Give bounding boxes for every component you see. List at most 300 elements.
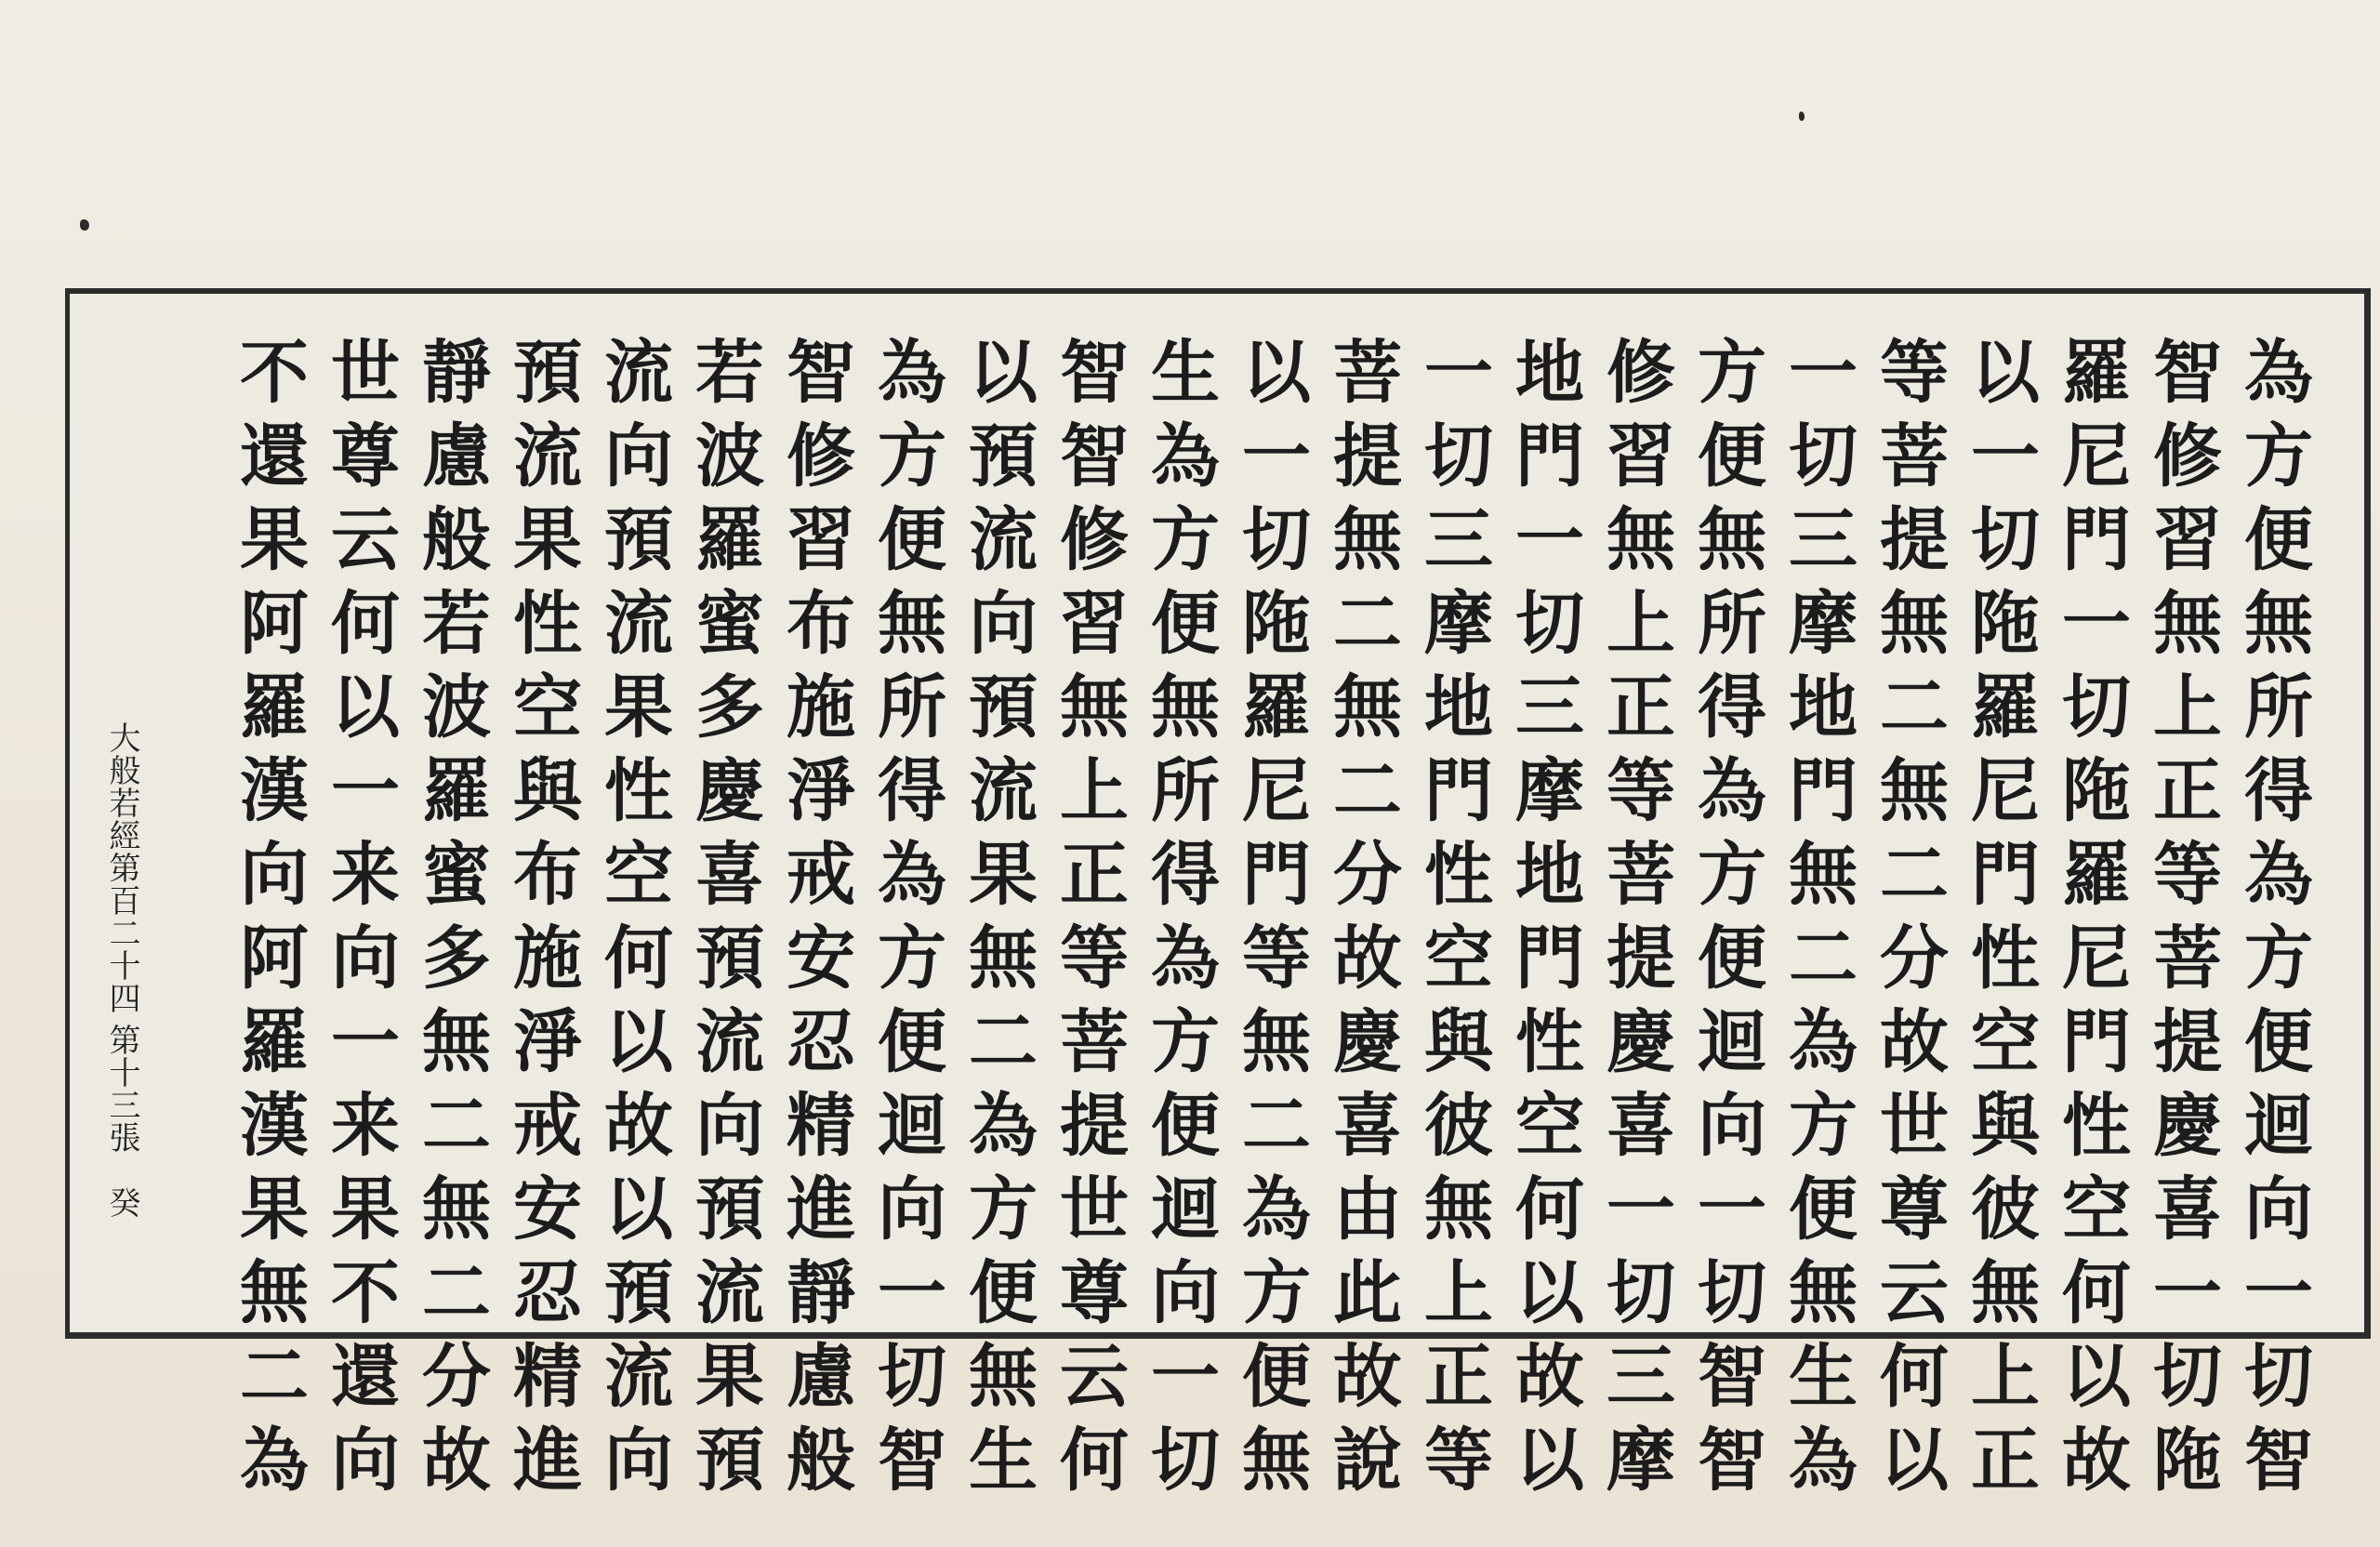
text-char: 便 [878, 1002, 946, 1082]
text-column [779, 331, 863, 1502]
text-char: 流 [695, 1002, 764, 1082]
text-char: 二 [1242, 1086, 1311, 1166]
text-char: 忍 [787, 1002, 855, 1082]
text-char: 二 [240, 1337, 309, 1417]
text-char: 得 [1698, 668, 1766, 747]
text-char: 布 [513, 835, 582, 915]
text-char: 三 [1606, 1337, 1675, 1417]
text-char: 流 [604, 584, 673, 664]
text-char: 正 [2153, 751, 2222, 831]
text-char: 無 [878, 584, 946, 664]
text-char: 陁 [1971, 584, 2040, 664]
text-char: 陁 [1242, 584, 1311, 664]
text-char: 以 [604, 1170, 673, 1250]
text-char: 流 [969, 751, 1038, 831]
text-char: 方 [1698, 333, 1766, 413]
text-char: 来 [331, 1086, 400, 1166]
text-char: 淨 [513, 1002, 582, 1082]
text-char: 空 [1424, 919, 1493, 998]
text-char: 便 [1151, 1086, 1220, 1166]
text-char: 云 [1060, 1337, 1129, 1417]
text-char: 施 [787, 668, 855, 747]
text-char: 流 [969, 500, 1038, 580]
text-char: 為 [1242, 1170, 1311, 1250]
text-char: 以 [969, 333, 1038, 413]
text-column [506, 331, 589, 1502]
text-char: 預 [604, 500, 673, 580]
text-char: 生 [1789, 1337, 1858, 1417]
text-char: 分 [1333, 835, 1402, 915]
text-char: 向 [695, 1086, 764, 1166]
text-char: 尼 [1242, 751, 1311, 831]
text-char: 無 [2153, 584, 2222, 664]
text-char: 迴 [878, 1086, 946, 1166]
text-char: 般 [787, 1421, 855, 1501]
text-char: 為 [1698, 751, 1766, 831]
text-char: 慶 [695, 751, 764, 831]
text-char: 流 [604, 333, 673, 413]
text-char: 彼 [1971, 1170, 2040, 1250]
text-char: 一 [2153, 1253, 2222, 1333]
text-char: 以 [1242, 333, 1311, 413]
text-char: 上 [1971, 1337, 2040, 1417]
text-char: 以 [1880, 1421, 1949, 1501]
text-column [1690, 331, 1774, 1502]
text-char: 方 [969, 1170, 1038, 1250]
text-char: 智 [2153, 333, 2222, 413]
text-char: 慶 [1606, 1002, 1675, 1082]
text-char: 由 [1333, 1170, 1402, 1250]
text-char: 正 [1424, 1337, 1493, 1417]
text-char: 便 [1698, 919, 1766, 998]
text-char: 一 [331, 751, 400, 831]
text-char: 慮 [787, 1337, 855, 1417]
text-char: 喜 [1333, 1086, 1402, 1166]
text-char: 来 [331, 835, 400, 915]
text-char: 習 [1060, 584, 1129, 664]
text-char: 生 [1151, 333, 1220, 413]
text-char: 門 [2062, 500, 2131, 580]
text-char: 無 [1880, 584, 1949, 664]
text-char: 迴 [1698, 1002, 1766, 1082]
text-char: 二 [422, 1086, 491, 1166]
text-char: 慮 [422, 416, 491, 496]
text-char: 忍 [513, 1253, 582, 1333]
text-char: 便 [1789, 1170, 1858, 1250]
text-char: 門 [1424, 751, 1493, 831]
text-char: 波 [422, 668, 491, 747]
text-char: 一 [331, 1002, 400, 1082]
text-char: 方 [2244, 919, 2313, 998]
text-char: 尊 [1060, 1253, 1129, 1333]
text-char: 以 [331, 668, 400, 747]
text-char: 切 [1971, 500, 2040, 580]
text-char: 一 [1151, 1337, 1220, 1417]
text-char: 智 [1698, 1337, 1766, 1417]
text-char: 預 [695, 1421, 764, 1501]
text-char: 為 [969, 1086, 1038, 1166]
text-char: 世 [331, 333, 400, 413]
text-column [2055, 331, 2138, 1502]
text-char: 不 [240, 333, 309, 413]
text-char: 何 [604, 919, 673, 998]
text-char: 得 [2244, 751, 2313, 831]
text-char: 切 [1515, 584, 1584, 664]
text-char: 一 [2062, 584, 2131, 664]
text-char: 戒 [787, 835, 855, 915]
text-char: 上 [1424, 1253, 1493, 1333]
text-column [1417, 331, 1501, 1502]
text-char: 為 [240, 1421, 309, 1501]
text-char: 安 [787, 919, 855, 998]
text-char: 等 [1060, 919, 1129, 998]
text-char: 方 [1789, 1086, 1858, 1166]
text-char: 進 [787, 1170, 855, 1250]
text-char: 無 [1333, 500, 1402, 580]
text-char: 預 [513, 333, 582, 413]
text-char: 果 [331, 1170, 400, 1250]
text-char: 切 [2062, 668, 2131, 747]
text-char: 以 [2062, 1337, 2131, 1417]
text-char: 不 [331, 1253, 400, 1333]
text-char: 得 [1151, 835, 1220, 915]
text-char: 為 [1789, 1421, 1858, 1501]
text-char: 方 [878, 416, 946, 496]
text-char: 何 [331, 584, 400, 664]
text-char: 切 [2153, 1337, 2222, 1417]
text-column [1235, 331, 1318, 1502]
text-char: 門 [2062, 1002, 2131, 1082]
text-char: 切 [2244, 1337, 2313, 1417]
text-char: 慶 [2153, 1086, 2222, 1166]
text-char: 等 [2153, 835, 2222, 915]
text-char: 尼 [2062, 919, 2131, 998]
text-char: 以 [604, 1002, 673, 1082]
text-char: 與 [1424, 1002, 1493, 1082]
text-char: 迴 [1151, 1170, 1220, 1250]
text-char: 無 [422, 1002, 491, 1082]
text-char: 波 [695, 416, 764, 496]
text-char: 世 [1060, 1170, 1129, 1250]
text-char: 施 [513, 919, 582, 998]
text-char: 切 [1151, 1421, 1220, 1501]
text-char: 向 [1698, 1086, 1766, 1166]
text-char: 精 [787, 1086, 855, 1166]
text-char: 為 [1151, 416, 1220, 496]
text-column [324, 331, 407, 1502]
text-char: 預 [969, 668, 1038, 747]
text-char: 方 [1698, 835, 1766, 915]
text-char: 蜜 [422, 835, 491, 915]
text-char: 故 [2062, 1421, 2131, 1501]
text-char: 切 [878, 1337, 946, 1417]
text-char: 一 [1242, 416, 1311, 496]
text-char: 向 [604, 1421, 673, 1501]
text-char: 摩 [1606, 1421, 1675, 1501]
text-char: 為 [1151, 919, 1220, 998]
text-char: 正 [1060, 835, 1129, 915]
text-column [961, 331, 1045, 1502]
text-char: 切 [1606, 1253, 1675, 1333]
text-char: 修 [787, 416, 855, 496]
text-char: 羅 [240, 1002, 309, 1082]
text-char: 無 [422, 1170, 491, 1250]
text-char: 菩 [1880, 416, 1949, 496]
text-char: 性 [1971, 919, 2040, 998]
text-char: 尊 [1880, 1170, 1949, 1250]
ink-speck [1799, 112, 1805, 121]
text-char: 一 [1971, 416, 2040, 496]
text-char: 陁 [2153, 1421, 2222, 1501]
text-char: 提 [1880, 500, 1949, 580]
text-char: 上 [1060, 751, 1129, 831]
text-char: 方 [1151, 1002, 1220, 1082]
text-char: 預 [695, 1170, 764, 1250]
text-char: 方 [878, 919, 946, 998]
text-char: 菩 [1333, 333, 1402, 413]
text-char: 智 [2244, 1421, 2313, 1501]
text-char: 地 [1515, 333, 1584, 413]
text-char: 預 [695, 919, 764, 998]
text-char: 菩 [1060, 1002, 1129, 1082]
text-char: 陁 [2062, 751, 2131, 831]
text-char: 果 [513, 500, 582, 580]
text-char: 方 [1242, 1253, 1311, 1333]
text-column [1872, 331, 1956, 1502]
text-char: 羅 [2062, 835, 2131, 915]
text-column [1599, 331, 1683, 1502]
text-char: 無 [969, 1337, 1038, 1417]
text-char: 果 [604, 668, 673, 747]
text-char: 切 [1789, 416, 1858, 496]
text-frame [65, 288, 2371, 1501]
text-char: 一 [1606, 1170, 1675, 1250]
text-char: 提 [1606, 919, 1675, 998]
text-char: 修 [1606, 333, 1675, 413]
text-char: 果 [240, 1170, 309, 1250]
text-char: 門 [1242, 835, 1311, 915]
text-char: 為 [2244, 333, 2313, 413]
text-char: 多 [695, 668, 764, 747]
text-char: 便 [2244, 1002, 2313, 1082]
text-char: 向 [969, 584, 1038, 664]
text-char: 無 [1789, 1253, 1858, 1333]
text-char: 流 [513, 416, 582, 496]
text-char: 云 [1880, 1253, 1949, 1333]
text-char: 提 [1333, 416, 1402, 496]
text-char: 預 [969, 416, 1038, 496]
text-char: 門 [1515, 416, 1584, 496]
text-char: 方 [1151, 500, 1220, 580]
text-char: 提 [1060, 1086, 1129, 1166]
text-char: 何 [2062, 1253, 2131, 1333]
text-char: 菩 [1606, 835, 1675, 915]
text-char: 一 [1789, 333, 1858, 413]
text-char: 以 [1515, 1421, 1584, 1501]
text-char: 若 [422, 584, 491, 664]
text-char: 習 [1606, 416, 1675, 496]
text-char: 一 [878, 1253, 946, 1333]
text-char: 故 [422, 1421, 491, 1501]
text-column [1052, 331, 1136, 1502]
text-char: 一 [1424, 333, 1493, 413]
text-char: 便 [1698, 416, 1766, 496]
text-char: 地 [1789, 668, 1858, 747]
text-char: 空 [513, 668, 582, 747]
margin-carver-mark: 癸 [103, 1186, 140, 1219]
text-char: 與 [513, 751, 582, 831]
text-char: 羅 [695, 500, 764, 580]
text-char: 向 [604, 416, 673, 496]
text-char: 世 [1880, 1086, 1949, 1166]
text-char: 安 [513, 1170, 582, 1250]
text-char: 二 [422, 1253, 491, 1333]
text-char: 一 [2244, 1253, 2313, 1333]
text-char: 上 [2153, 668, 2222, 747]
text-char: 所 [1151, 751, 1220, 831]
text-column [1508, 331, 1592, 1502]
text-char: 故 [1880, 1002, 1949, 1082]
text-char: 無 [1606, 500, 1675, 580]
text-char: 二 [1333, 584, 1402, 664]
text-char: 所 [878, 668, 946, 747]
text-char: 為 [2244, 835, 2313, 915]
text-char: 智 [787, 333, 855, 413]
text-char: 等 [1424, 1421, 1493, 1501]
text-char: 阿 [240, 919, 309, 998]
text-char: 向 [331, 919, 400, 998]
text-char: 還 [240, 416, 309, 496]
text-char: 便 [1242, 1337, 1311, 1417]
text-char: 智 [878, 1421, 946, 1501]
text-char: 摩 [1424, 584, 1493, 664]
text-char: 性 [1515, 1002, 1584, 1082]
text-char: 般 [422, 500, 491, 580]
ink-speck [80, 219, 89, 231]
margin-sutra-title: 大般若經第百二十四 [103, 721, 140, 1014]
text-char: 羅 [1242, 668, 1311, 747]
text-char: 為 [878, 835, 946, 915]
text-char: 二 [1880, 668, 1949, 747]
text-column [415, 331, 498, 1502]
text-char: 果 [240, 500, 309, 580]
text-char: 何 [1060, 1421, 1129, 1501]
text-char: 羅 [422, 751, 491, 831]
text-char: 何 [1880, 1337, 1949, 1417]
text-char: 二 [1333, 751, 1402, 831]
text-char: 喜 [695, 835, 764, 915]
text-char: 三 [1515, 668, 1584, 747]
text-char: 修 [2153, 416, 2222, 496]
text-char: 無 [1242, 1002, 1311, 1082]
text-char: 靜 [787, 1253, 855, 1333]
text-column [1964, 331, 2047, 1502]
text-char: 無 [1242, 1421, 1311, 1501]
text-char: 空 [1971, 1002, 2040, 1082]
text-char: 得 [878, 751, 946, 831]
text-char: 性 [2062, 1086, 2131, 1166]
text-char: 尼 [1971, 751, 2040, 831]
text-char: 性 [604, 751, 673, 831]
text-char: 無 [1789, 835, 1858, 915]
text-char: 地 [1515, 835, 1584, 915]
text-char: 蜜 [695, 584, 764, 664]
text-char: 精 [513, 1337, 582, 1417]
text-char: 進 [513, 1421, 582, 1501]
text-char: 生 [969, 1421, 1038, 1501]
text-char: 流 [604, 1337, 673, 1417]
text-char: 所 [2244, 668, 2313, 747]
text-char: 習 [2153, 500, 2222, 580]
text-column [1326, 331, 1409, 1502]
text-char: 與 [1971, 1086, 2040, 1166]
text-char: 羅 [1971, 668, 2040, 747]
text-char: 為 [878, 333, 946, 413]
text-char: 門 [1515, 919, 1584, 998]
text-char: 地 [1424, 668, 1493, 747]
text-char: 菩 [2153, 919, 2222, 998]
text-char: 喜 [1606, 1086, 1675, 1166]
text-char: 迴 [2244, 1086, 2313, 1166]
text-char: 便 [878, 500, 946, 580]
text-char: 智 [1060, 416, 1129, 496]
text-char: 摩 [1515, 751, 1584, 831]
text-char: 無 [1333, 668, 1402, 747]
text-char: 故 [1515, 1337, 1584, 1417]
text-char: 習 [787, 500, 855, 580]
text-char: 何 [1515, 1170, 1584, 1250]
text-char: 便 [2244, 500, 2313, 580]
text-char: 向 [2244, 1170, 2313, 1250]
text-char: 漢 [240, 1086, 309, 1166]
text-char: 故 [1333, 1337, 1402, 1417]
text-char: 無 [240, 1253, 309, 1333]
text-char: 性 [1424, 835, 1493, 915]
text-char: 彼 [1424, 1086, 1493, 1166]
text-column [2237, 331, 2320, 1502]
text-char: 所 [1698, 584, 1766, 664]
text-char: 預 [604, 1253, 673, 1333]
text-char: 尼 [2062, 416, 2131, 496]
text-char: 空 [604, 835, 673, 915]
text-char: 向 [1151, 1253, 1220, 1333]
text-char: 以 [1971, 333, 2040, 413]
text-char: 慶 [1333, 1002, 1402, 1082]
text-char: 果 [695, 1337, 764, 1417]
text-char: 切 [1698, 1253, 1766, 1333]
text-char: 向 [878, 1170, 946, 1250]
text-char: 無 [1971, 1253, 2040, 1333]
margin-page-number: 第十三張 [103, 1024, 140, 1154]
text-column [597, 331, 681, 1502]
text-char: 喜 [2153, 1170, 2222, 1250]
text-column [2146, 331, 2229, 1502]
text-column [1144, 331, 1227, 1502]
text-char: 分 [1880, 919, 1949, 998]
text-char: 說 [1333, 1421, 1402, 1501]
text-char: 便 [969, 1253, 1038, 1333]
text-char: 尊 [331, 416, 400, 496]
text-char: 羅 [240, 668, 309, 747]
text-char: 漢 [240, 751, 309, 831]
text-char: 無 [1880, 751, 1949, 831]
text-char: 三 [1424, 500, 1493, 580]
text-char: 布 [787, 584, 855, 664]
text-char: 戒 [513, 1086, 582, 1166]
text-char: 空 [1515, 1086, 1584, 1166]
text-char: 阿 [240, 584, 309, 664]
text-char: 切 [1242, 500, 1311, 580]
